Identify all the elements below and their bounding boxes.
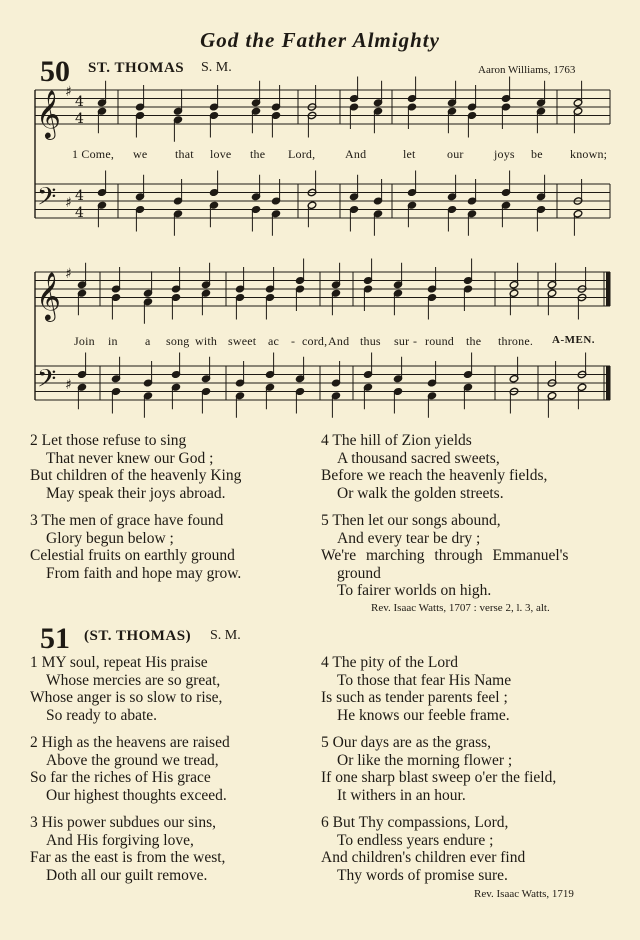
verse-4 <box>321 654 556 724</box>
verse-line: That never knew our God ; <box>46 449 214 467</box>
verse-line: 1 MY soul, repeat His praise <box>30 654 208 671</box>
lyric-syllable: known; <box>570 147 608 161</box>
verse-line: 4 The pity of the Lord <box>321 654 459 671</box>
hymn-51-credit: Rev. Isaac Watts, 1719 <box>474 888 574 900</box>
amen-lyric: A-MEN. <box>552 334 596 346</box>
verse-line: It withers in an hour. <box>337 786 466 804</box>
sharp-icon: ♯ <box>65 377 72 393</box>
verse-line: To fairer worlds on high. <box>337 582 492 599</box>
treble-clef-icon: 𝄞 <box>36 271 61 320</box>
verse-line: Whose mercies are so great, <box>46 671 221 689</box>
lyric-syllable: round <box>425 334 454 348</box>
verse-line: 6 But Thy compassions, Lord, <box>321 814 509 831</box>
lyric-syllable: And <box>328 334 350 348</box>
lyric-syllable: And <box>345 147 367 161</box>
hymn-51-verses-left <box>30 654 230 884</box>
verse-line: Glory begun below ; <box>46 529 174 547</box>
hymn-51-tune-name: (ST. THOMAS) <box>84 628 192 644</box>
verse-line: To those that fear His Name <box>337 671 512 689</box>
verse-line: Doth all our guilt remove. <box>46 866 208 884</box>
lyric-syllable: 1 Come, <box>72 147 115 161</box>
verse-line: From faith and hope may grow. <box>46 564 242 582</box>
verse-line: 5 Then let our songs abound, <box>321 512 501 529</box>
lyric-syllable: let <box>403 147 416 161</box>
final-bar <box>606 272 610 306</box>
lyric-syllable: we <box>133 147 148 161</box>
lyric-syllable: - <box>291 334 296 348</box>
verse-line: Whose anger is so slow to rise, <box>30 689 223 706</box>
lyric-syllable: sur <box>394 334 410 348</box>
hymn-50-credit: Rev. Isaac Watts, 1707 : verse 2, l. 3, alt. <box>371 602 550 614</box>
bass-clef-icon: 𝄢 <box>37 364 57 400</box>
lyric-syllable: a <box>145 334 151 348</box>
hymn-51-verses-right <box>321 654 556 884</box>
verse-line: A thousand sacred sweets, <box>337 449 500 467</box>
verse-line: And children's children ever find <box>321 849 526 866</box>
verse-line: And every tear be dry ; <box>337 529 481 547</box>
sharp-icon: ♯ <box>65 84 72 100</box>
verse-line: And His forgiving love, <box>46 831 194 849</box>
verse-2 <box>30 432 241 502</box>
lyric-syllable: be <box>531 147 543 161</box>
verse-line: He knows our feeble frame. <box>337 706 510 724</box>
hymn-50-tune-name: ST. THOMAS <box>88 60 185 76</box>
hymn-50-verses-right <box>321 432 568 600</box>
lyric-syllable: in <box>108 334 118 348</box>
verse-line: So ready to abate. <box>46 706 158 724</box>
lyric-syllable: throne. <box>498 334 534 348</box>
verse-6 <box>321 814 556 884</box>
hymn-50-verses-left <box>30 432 241 582</box>
final-bar <box>606 366 610 400</box>
time-signature-top: 4 <box>75 94 84 110</box>
verse-line: Above the ground we tread, <box>46 751 219 769</box>
verse-line: Celestial fruits on earthly ground <box>30 547 235 564</box>
verse-line: Before we reach the heavenly fields, <box>321 467 548 484</box>
verse-line: 3 The men of grace have found <box>30 512 224 529</box>
verse-line: Our highest thoughts exceed. <box>46 786 227 804</box>
lyric-syllable: the <box>250 147 266 161</box>
lyric-syllable: song <box>166 334 190 348</box>
sharp-icon: ♯ <box>65 266 72 282</box>
hymn-50-meter: S. M. <box>201 60 232 75</box>
lyric-syllable: that <box>175 147 194 161</box>
time-signature-bottom: 4 <box>75 111 84 127</box>
verse-line: Is such as tender parents feel ; <box>321 689 508 706</box>
hymn-50-number: 50 <box>40 55 70 88</box>
verse-line: 4 The hill of Zion yields <box>321 432 472 449</box>
sharp-icon: ♯ <box>65 195 72 211</box>
verse-line: 3 His power subdues our sins, <box>30 814 216 831</box>
verse-2 <box>30 734 230 804</box>
verse-line: May speak their joys abroad. <box>46 484 226 502</box>
verse-line: To endless years endure ; <box>337 831 494 849</box>
lyric-syllable: - <box>413 334 418 348</box>
lyric-syllable: love <box>210 147 232 161</box>
treble-clef-icon: 𝄞 <box>36 89 61 138</box>
bass-clef-icon: 𝄢 <box>37 182 57 218</box>
lyric-syllable: thus <box>360 334 381 348</box>
hymn-51-meter: S. M. <box>210 628 241 643</box>
verse-4 <box>321 432 568 502</box>
lyric-syllable: joys <box>494 147 515 161</box>
lyric-syllable: our <box>447 147 464 161</box>
verse-5 <box>321 512 568 600</box>
verse-3 <box>30 814 230 884</box>
verse-line: 5 Our days are as the grass, <box>321 734 492 751</box>
verse-5 <box>321 734 556 804</box>
verse-3 <box>30 512 241 582</box>
lyric-syllable: Join <box>74 334 95 348</box>
verse-line: 2 High as the heavens are raised <box>30 734 230 751</box>
page-title: God the Father Almighty <box>200 28 440 52</box>
verse-1 <box>30 654 230 724</box>
lyric-syllable: cord, <box>302 334 328 348</box>
verse-line: Thy words of promise sure. <box>337 866 508 884</box>
verse-line: Or like the morning flower ; <box>337 751 513 769</box>
verse-line: Or walk the golden streets. <box>337 484 504 502</box>
verse-line: ground <box>337 564 381 582</box>
verse-line: 2 Let those refuse to sing <box>30 432 187 449</box>
verse-line: But children of the heavenly King <box>30 467 242 484</box>
lyric-syllable: ac <box>268 334 280 348</box>
verse-line: We're marching through Emmanuel's <box>321 547 569 564</box>
verse-line: If one sharp blast sweep o'er the field, <box>321 769 557 786</box>
lyric-syllable: Lord, <box>288 147 316 161</box>
verse-line: So far the riches of His grace <box>30 769 211 786</box>
verse-line: Far as the east is from the west, <box>30 849 226 866</box>
hymn-50-composer: Aaron Williams, 1763 <box>478 64 576 76</box>
time-signature-top: 4 <box>75 188 84 204</box>
hymn-51-number: 51 <box>40 622 70 655</box>
lyric-syllable: sweet <box>228 334 257 348</box>
time-signature-bottom: 4 <box>75 205 84 221</box>
music-score <box>0 0 640 420</box>
lyric-syllable: the <box>466 334 482 348</box>
lyric-syllable: with <box>195 334 218 348</box>
